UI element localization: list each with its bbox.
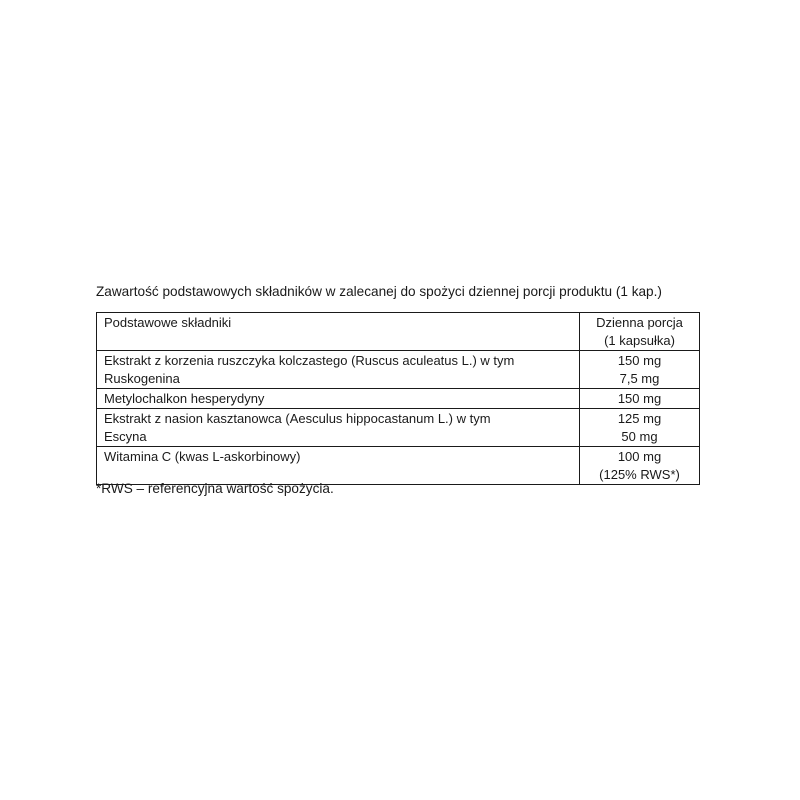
header-daily-dose-cell <box>580 313 700 351</box>
ingredient-amount: 125 mg <box>617 411 662 426</box>
table-row <box>97 351 700 389</box>
ingredients-table <box>96 312 700 485</box>
ingredient-amount: 150 mg <box>617 353 662 368</box>
ingredient-amount-cell <box>580 389 700 409</box>
table-header-row <box>97 313 700 351</box>
ingredient-name-cell <box>97 389 580 409</box>
header-daily-dose-label: Dzienna porcja <box>596 315 683 330</box>
ingredient-amount: 100 mg <box>617 449 662 464</box>
ingredient-amount-cell <box>580 447 700 485</box>
ingredient-name-cell <box>97 409 580 447</box>
ingredient-name: Ekstrakt z korzenia ruszczyka kolczastego (Ruscus aculeatus L.) w tym <box>104 353 515 368</box>
ingredient-name-cell <box>97 447 580 485</box>
ingredient-name: Witamina C (kwas L-askorbinowy) <box>104 449 301 464</box>
header-capsule-label: (1 kapsułka) <box>604 333 675 348</box>
footnote: *RWS – referencyjna wartość spożycia. <box>96 481 334 496</box>
ingredient-amount-cell <box>580 409 700 447</box>
ingredient-subamount: 50 mg <box>621 429 658 444</box>
table-row <box>97 409 700 447</box>
ingredient-amount-cell <box>580 351 700 389</box>
ingredient-name: Ekstrakt z nasion kasztanowca (Aesculus hippocastanum L.) w tym <box>104 411 491 426</box>
ingredient-rws-percent: (125% RWS*) <box>599 467 680 482</box>
header-ingredients-label: Podstawowe składniki <box>104 315 232 330</box>
ingredient-subamount: 7,5 mg <box>619 371 660 386</box>
ingredient-amount: 150 mg <box>617 391 662 406</box>
ingredient-subcomponent: Escyna <box>104 429 147 444</box>
table-caption: Zawartość podstawowych składników w zalecanej do spożyci dziennej porcji produktu (1 kap.) <box>96 284 662 299</box>
ingredient-name-cell <box>97 351 580 389</box>
ingredient-name: Metylochalkon hesperydyny <box>104 391 265 406</box>
header-ingredients-cell <box>97 313 580 351</box>
table-row <box>97 389 700 409</box>
ingredient-subcomponent: Ruskogenina <box>104 371 180 386</box>
table-row <box>97 447 700 485</box>
